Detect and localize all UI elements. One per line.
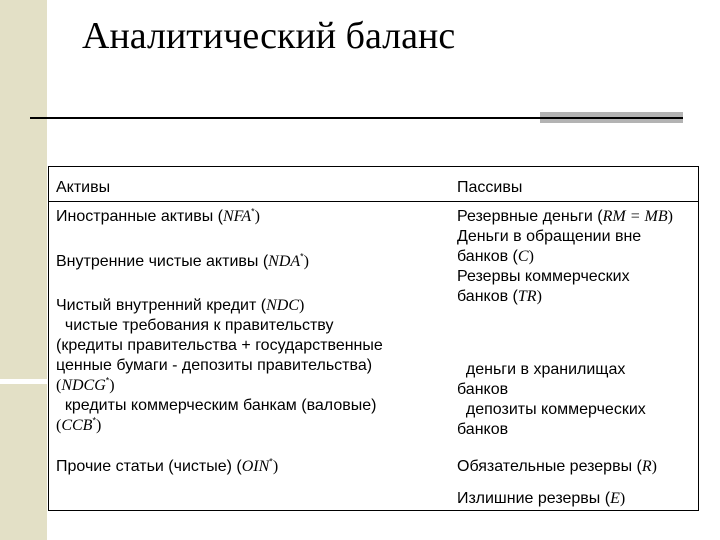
liability-c-line: Деньги в обращении вне <box>457 228 642 245</box>
liability-deposits-line-1: депозиты коммерческих <box>457 401 646 418</box>
header-liabilities: Пассивы <box>457 179 523 196</box>
liability-vault-line-2: банков <box>457 381 509 398</box>
asset-nfa: Иностранные активы (NFA*) <box>56 206 260 225</box>
asset-oin: Прочие статьи (чистые) (OIN*) <box>56 456 279 475</box>
liability-deposits-line-2: банков <box>457 421 509 438</box>
slide-title: Аналитический баланс <box>82 15 456 57</box>
asset-ndc <box>56 296 383 436</box>
header-divider <box>49 201 698 202</box>
asset-nda: Внутренние чистые активы (NDA*) <box>56 251 309 270</box>
side-decor-notch <box>0 379 47 384</box>
title-rule-end <box>540 117 683 119</box>
liability-money-block <box>457 207 673 307</box>
asset-ndc-line: Чистый внутренний кредит (NDC) <box>56 297 305 314</box>
asset-ccb-symbol: (CCB*) <box>56 415 102 434</box>
liability-tr-line: Резервы коммерческих <box>457 268 630 285</box>
asset-ndcg-line-1: чистые требования к правительству <box>56 317 334 334</box>
asset-ccb-line: кредиты коммерческим банкам (валовые) <box>56 397 377 414</box>
liability-c: банков (C) <box>457 248 534 265</box>
liability-vault-line-1: деньги в хранилищах <box>457 361 626 378</box>
asset-ndcg-symbol: (NDCG*) <box>56 375 115 394</box>
side-decor-bar <box>0 0 47 540</box>
header-assets: Активы <box>56 179 111 196</box>
asset-ndcg-line-3: ценные бумаги - депозиты правительства) <box>56 357 373 374</box>
liability-r: Обязательные резервы (R) <box>457 458 657 475</box>
liability-reserves-block <box>457 360 646 440</box>
asset-ndcg-line-2: (кредиты правительства + государственные <box>56 337 383 354</box>
liability-rm: Резервные деньги (RM = MB) <box>457 208 673 225</box>
balance-table <box>48 166 699 511</box>
title-rule <box>30 117 540 119</box>
liability-e: Излишние резервы (E) <box>457 490 626 507</box>
liability-tr: банков (TR) <box>457 288 542 305</box>
